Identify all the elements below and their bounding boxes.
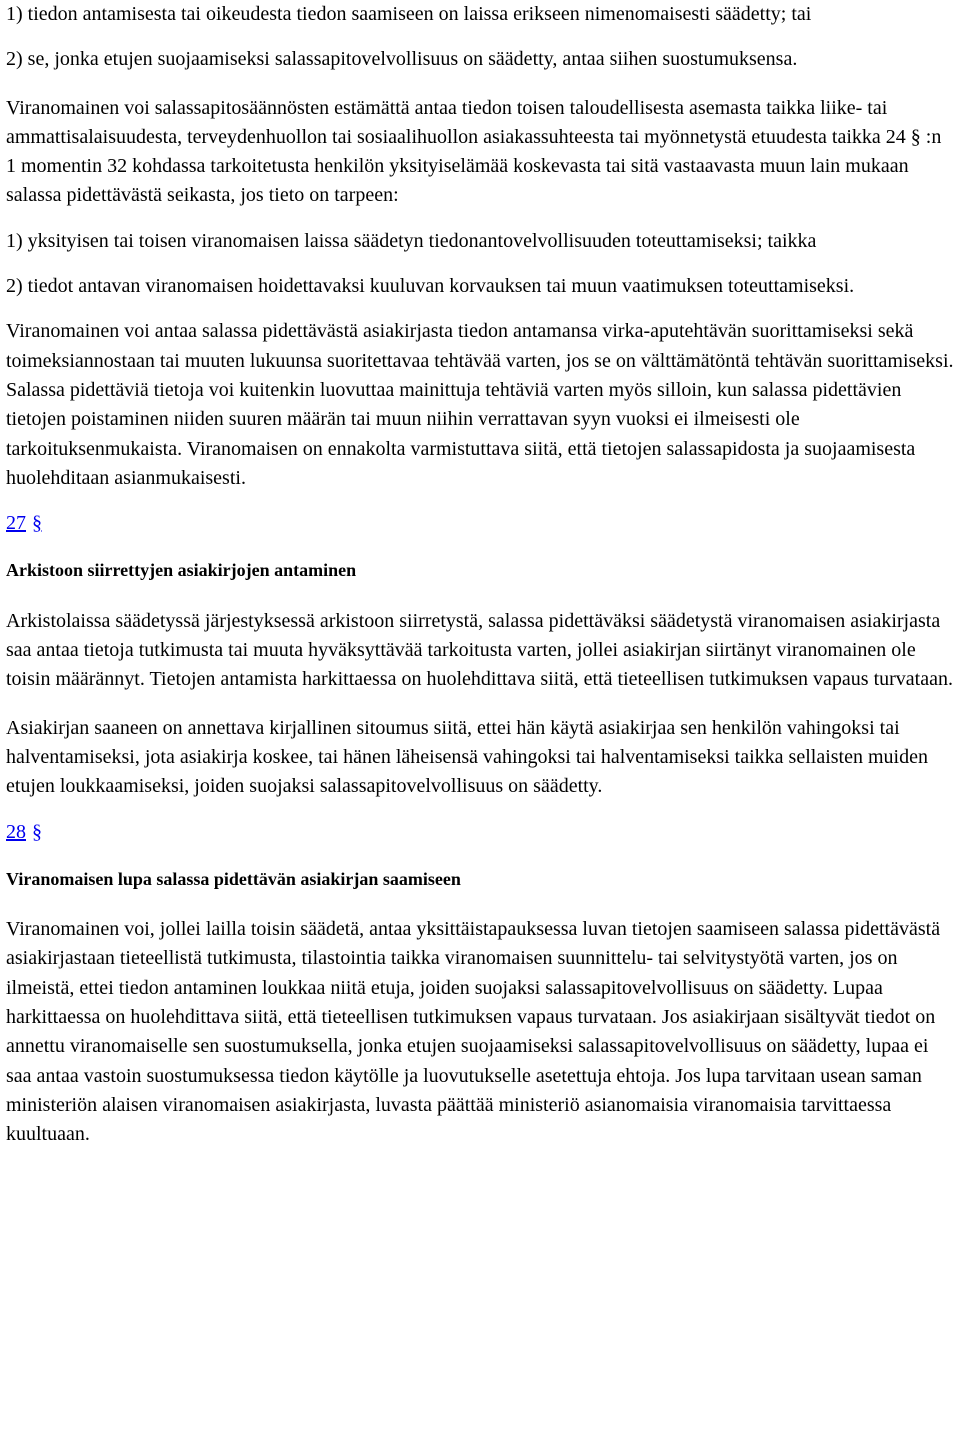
paragraph-item-2: 2) se, jonka etujen suojaamiseksi salassapitovelvollisuus on säädetty, antaa siihen suostumuksensa. — [6, 48, 798, 71]
section-27-paragraph-2: Asiakirjan saaneen on annettava kirjallinen sitoumus siitä, ettei hän käytä asiakirjaa sen henkilön vahingoksi tai halventamiseksi, jota asiakirja koskee, tai hänen läheisensä vahingoksi tai halventamiseksi taikka sellaisten muiden etujen loukkaamiseksi, joiden suojaksi salassapitovelvollisuus on säädetty. — [6, 716, 928, 798]
section-27-link[interactable] — [6, 509, 956, 538]
section-27-heading: Arkistoon siirrettyjen asiakirjojen antaminen — [6, 560, 357, 581]
paragraph-condition-1: 1) yksityisen tai toisen viranomaisen laissa säädetyn tiedonantovelvollisuuden toteuttamiseksi; taikka — [6, 229, 817, 252]
section-28-number[interactable]: 28 — [6, 820, 26, 843]
paragraph-assistance-tasks: Viranomainen voi antaa salassa pidettävästä asiakirjasta tiedon antamansa virka-aputehtävän suorittamiseksi sekä toimeksiannostaan tai muuten lukuunsa suoritettavaa tehtävää varten, jos se on välttämätöntä tehtävän suorittamiseksi. Salassa pidettäviä tietoja voi kuitenkin luovuttaa mainittuja tehtäviä varten myös silloin, kun salassa pidettävien tietojen poistaminen niiden suuren määrän tai muun niihin verrattavan syyn vuoksi ei ilmeisesti ole tarkoituksenmukaista. Viranomaisen on ennakolta varmistuttava siitä, että tietojen salassapidosta ja suojaamisesta huolehditaan asianmukaisesti. — [6, 320, 954, 489]
section-27-sign[interactable]: § — [32, 512, 42, 535]
section-27-number[interactable]: 27 — [6, 512, 26, 535]
paragraph-condition-2: 2) tiedot antavan viranomaisen hoidettavaksi kuuluvan korvauksen tai muun vaatimuksen toteuttamiseksi. — [6, 275, 855, 298]
section-28-sign[interactable]: § — [32, 820, 42, 843]
section-28-paragraph-1: Viranomainen voi, jollei laillа toisin säädetä, antaa yksittäistapauksessa luvan tietojen saamiseen salassa pidettävästä asiakirjastaan tieteellistä tutkimusta, tilastointia taikka viranomaisen suunnittelu- tai selvitystyötä varten, jos on ilmeistä, ettei tiedon antaminen loukkaa niitä etuja, joiden suojaksi salassapitovelvollisuus on säädetty. Lupaa harkittaessa on huolehdittava siitä, että tieteellisen tutkimuksen vapaus turvataan. Jos asiakirjaan sisältyvät tiedot on annettu viranomaiselle sen suostumuksella, jonka etujen suojaamiseksi salassapitovelvollisuus on säädetty, lupaa ei saa antaa vastoin suostumuksessa tiedon käytölle ja luovutukselle asetettuja ehtoja. Jos lupa tarvitaan usean saman ministeriön alaisen viranomaisen asiakirjasta, luvasta päättää ministeriö asianomaisia viranomaisia tarvittaessa kuultuaan. — [6, 918, 941, 1146]
paragraph-item-1: 1) tiedon antamisesta tai oikeudesta tiedon saamiseen on laissa erikseen nimenomaisesti säädetty; tai — [6, 3, 812, 25]
paragraph-disclosure-conditions: Viranomainen voi salassapitosäännösten estämättä antaa tiedon toisen taloudellisesta asemasta taikka liike- tai ammattisalaisuudesta, terveydenhuollon tai sosiaalihuollon asiakassuhteesta tai myönnetystä etuudesta taikka 24 § :n 1 momentin 32 kohdassa tarkoitetusta henkilön yksityiselämää koskevasta tai sitä vastaavasta muun lain mukaan salassa pidettävästä seikasta, jos tieto on tarpeen: — [6, 96, 942, 207]
section-28-heading: Viranomaisen lupa salassa pidettävän asiakirjan saamiseen — [6, 868, 461, 889]
section-28-link[interactable] — [6, 818, 956, 847]
document-page — [6, 0, 956, 1150]
section-27-paragraph-1: Arkistolaissa säädetyssä järjestyksessä arkistoon siirretystä, salassa pidettäväksi säädetystä viranomaisen asiakirjasta saa antaa tietoja tutkimusta tai muuta hyväksyttävää tarkoitusta varten, jollei asiakirjan siirtänyt viranomainen ole toisin määrännyt. Tietojen antamista harkittaessa on huolehdittava siitä, että tieteellisen tutkimuksen vapaus turvataan. — [6, 609, 953, 691]
